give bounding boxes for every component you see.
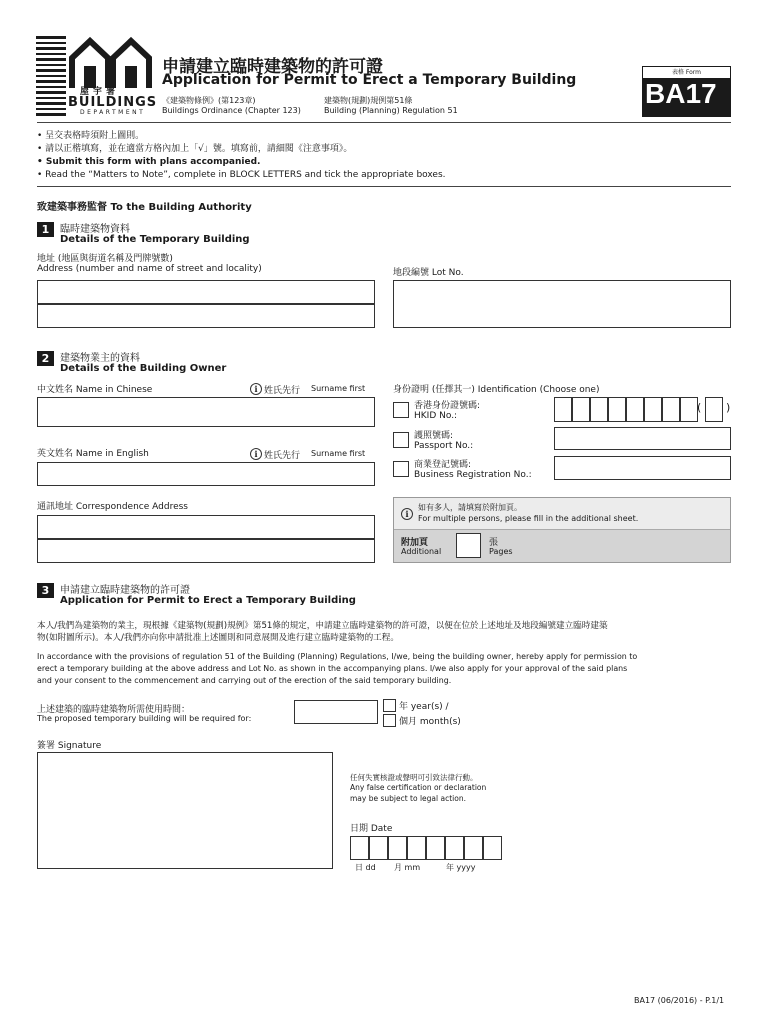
section-3-title-en: Application for Permit to Erect a Temporary Building xyxy=(60,595,356,606)
date-month-2[interactable] xyxy=(407,836,426,860)
months-checkbox[interactable] xyxy=(383,714,396,727)
top-divider xyxy=(37,122,731,123)
info-icon: i xyxy=(250,448,262,460)
date-day-2[interactable] xyxy=(369,836,388,860)
declaration-en-2: erect a temporary building at the above address and Lot No. as shown in the accompanying plans. I/we also apply for your approval of the said plans xyxy=(37,664,628,673)
pages-label-zh: 張 xyxy=(489,538,499,548)
hkid-char-5[interactable] xyxy=(626,397,644,422)
surname-first-en: Surname first xyxy=(311,449,366,458)
warning-zh: 任何失實核證或聲明可引致法律行動。 xyxy=(350,773,478,782)
duration-label-zh: 上述建築的臨時建築物所需使用時間： xyxy=(37,705,191,715)
multi-persons-zh: 如有多人，請填寫於附加頁。 xyxy=(418,503,522,512)
correspondence-field-line-2[interactable] xyxy=(37,539,375,563)
section-1-title-zh: 臨時建築物資料 xyxy=(60,224,130,235)
hkid-char-7[interactable] xyxy=(662,397,680,422)
date-dd-label: 日 dd xyxy=(355,863,376,872)
title-zh: 申請建立臨時建築物的許可證 xyxy=(162,57,383,77)
signature-field[interactable] xyxy=(37,752,333,869)
logo-english: BUILDINGS xyxy=(68,95,158,110)
form-label: 表格 Form xyxy=(643,67,730,78)
hkid-label-zh: 香港身份證號碼: xyxy=(414,401,481,411)
section-3-title-zh: 申請建立臨時建築物的許可證 xyxy=(60,585,190,596)
note-en-2: • Read the “Matters to Note”, complete in BLOCK LETTERS and tick the appropriate boxes. xyxy=(37,170,446,180)
section-3-number: 3 xyxy=(37,583,54,598)
declaration-zh-2: 物(如附圖所示)。本人/我們亦向你申請批准上述圖則和同意展開及進行建立臨時建築物的工程。 xyxy=(37,633,399,643)
date-year-3[interactable] xyxy=(464,836,483,860)
logo-sub: DEPARTMENT xyxy=(80,109,146,116)
pages-label-en: Pages xyxy=(489,547,513,556)
hkid-check-digit[interactable] xyxy=(705,397,723,422)
passport-label-zh: 護照號碼: xyxy=(414,431,454,441)
recipient: 致建築事務監督 To the Building Authority xyxy=(37,202,252,213)
note-en-1: • Submit this form with plans accompanied. xyxy=(37,157,261,167)
date-year-2[interactable] xyxy=(445,836,464,860)
passport-checkbox[interactable] xyxy=(393,432,409,448)
surname-first-zh: 姓氏先行 xyxy=(264,451,301,461)
regulation-en: Building (Planning) Regulation 51 xyxy=(324,106,458,115)
date-day-1[interactable] xyxy=(350,836,369,860)
multi-persons-en: For multiple persons, please fill in the additional sheet. xyxy=(418,514,639,523)
passport-number-field[interactable] xyxy=(554,427,731,450)
warning-en-2: may be subject to legal action. xyxy=(350,794,466,803)
note-zh-1: • 呈交表格時須附上圖則。 xyxy=(37,131,145,141)
correspondence-field-line-1[interactable] xyxy=(37,515,375,539)
section-2-title-en: Details of the Building Owner xyxy=(60,363,227,374)
passport-label-en: Passport No.: xyxy=(414,441,474,451)
ordinance-en: Buildings Ordinance (Chapter 123) xyxy=(162,106,301,115)
section-2-title-zh: 建築物業主的資料 xyxy=(60,353,140,364)
ordinance-zh: 《建築物條例》(第123章) xyxy=(162,96,256,105)
business-reg-label-en: Business Registration No.: xyxy=(414,470,532,480)
note-zh-2: • 請以正楷填寫，並在適當方格內加上「√」號。填寫前，請細閱《注意事項》。 xyxy=(37,144,353,154)
years-checkbox[interactable] xyxy=(383,699,396,712)
date-month-1[interactable] xyxy=(388,836,407,860)
name-english-label: 英文姓名 Name in English xyxy=(37,449,149,459)
date-year-1[interactable] xyxy=(426,836,445,860)
additional-pages-count[interactable] xyxy=(456,533,481,558)
date-label: 日期 Date xyxy=(350,824,393,834)
hkid-char-6[interactable] xyxy=(644,397,662,422)
title-en: Application for Permit to Erect a Temporary Building xyxy=(162,72,577,88)
duration-label-en: The proposed temporary building will be required for: xyxy=(37,714,252,723)
identification-label: 身份證明 (任擇其一) Identification (Choose one) xyxy=(393,385,600,395)
additional-sheet-panel xyxy=(393,497,731,563)
hkid-label-en: HKID No.: xyxy=(414,411,458,421)
hkid-paren-close: ) xyxy=(726,401,731,414)
footer-page-info: BA17 (06/2016) - P.1/1 xyxy=(634,996,725,1005)
logo-chinese: 屋宇署 xyxy=(80,87,120,97)
hkid-char-3[interactable] xyxy=(590,397,608,422)
declaration-en-1: In accordance with the provisions of regulation 51 of the Building (Planning) Regulations, I/we, being the building owner, hereby apply for permission to xyxy=(37,652,638,661)
hkid-checkbox[interactable] xyxy=(393,402,409,418)
address-label-zh: 地址 (地區與街道名稱及門牌號數) xyxy=(37,254,173,264)
date-yyyy-label: 年 yyyy xyxy=(446,863,476,872)
address-field-line-2[interactable] xyxy=(37,304,375,328)
correspondence-label: 通訊地址 Correspondence Address xyxy=(37,502,188,512)
section-2-number: 2 xyxy=(37,351,54,366)
lot-number-field[interactable] xyxy=(393,280,731,328)
years-label: 年 year(s) / xyxy=(399,702,449,712)
hkid-char-2[interactable] xyxy=(572,397,590,422)
business-reg-field[interactable] xyxy=(554,456,731,480)
hkid-paren-open: ( xyxy=(697,401,702,414)
additional-label-zh: 附加頁 xyxy=(401,538,429,548)
hkid-char-4[interactable] xyxy=(608,397,626,422)
business-reg-label-zh: 商業登記號碼: xyxy=(414,460,472,470)
declaration-zh-1: 本人/我們為建築物的業主，現根據《建築物(規劃)規例》第51條的規定，申請建立臨時建築物的許可證，以便在位於上述地址及地段編號建立臨時建築 xyxy=(37,621,608,631)
surname-first-zh: 姓氏先行 xyxy=(264,386,301,396)
warning-en-1: Any false certification or declaration xyxy=(350,783,487,792)
lot-number-label: 地段編號 Lot No. xyxy=(393,268,464,278)
months-label: 個月 month(s) xyxy=(399,717,461,727)
date-mm-label: 月 mm xyxy=(394,863,421,872)
name-english-field[interactable] xyxy=(37,462,375,486)
barcode-graphic xyxy=(36,36,66,118)
date-year-4[interactable] xyxy=(483,836,502,860)
section-1-number: 1 xyxy=(37,222,54,237)
additional-label-en: Additional xyxy=(401,547,442,556)
address-field-line-1[interactable] xyxy=(37,280,375,304)
hkid-char-1[interactable] xyxy=(554,397,572,422)
regulation-zh: 建築物(規劃)規例第51條 xyxy=(324,96,413,105)
form-code: BA17 xyxy=(645,78,717,109)
name-chinese-field[interactable] xyxy=(37,397,375,427)
hkid-char-8[interactable] xyxy=(680,397,698,422)
info-icon: i xyxy=(250,383,262,395)
info-icon: i xyxy=(401,508,413,520)
name-chinese-label: 中文姓名 Name in Chinese xyxy=(37,385,153,395)
surname-first-en: Surname first xyxy=(311,384,366,393)
business-reg-checkbox[interactable] xyxy=(393,461,409,477)
address-label-en: Address (number and name of street and locality) xyxy=(37,264,262,274)
notes-divider xyxy=(37,186,731,187)
signature-label: 簽署 Signature xyxy=(37,741,102,751)
duration-field[interactable] xyxy=(294,700,378,724)
form-code-box xyxy=(642,66,731,117)
section-1-title-en: Details of the Temporary Building xyxy=(60,234,250,245)
declaration-en-3: and your consent to the commencement and carrying out of the erection of the said temporary building. xyxy=(37,676,452,685)
